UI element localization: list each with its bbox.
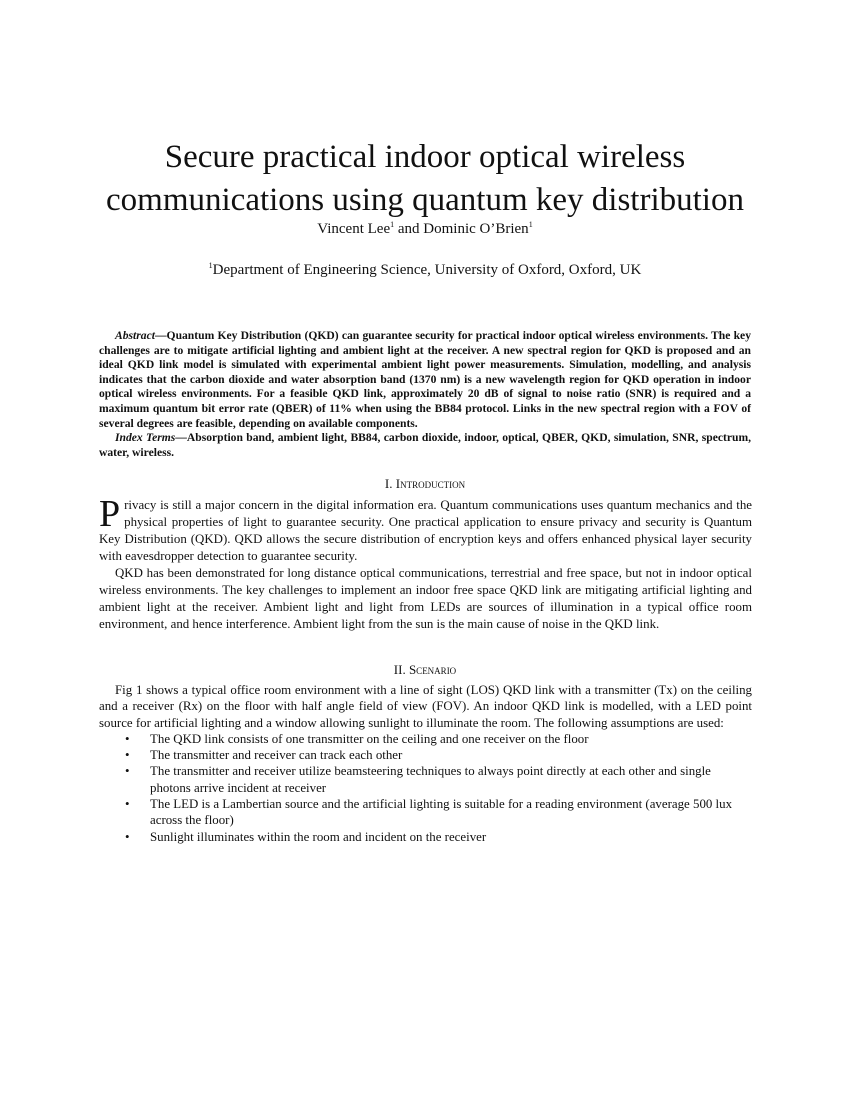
drop-cap: P — [99, 493, 121, 535]
list-item — [99, 747, 752, 763]
abstract-block — [99, 329, 751, 460]
bullet-icon: • — [125, 764, 130, 779]
author-name: Vincent Lee — [317, 221, 391, 237]
abstract-text: Quantum Key Distribution (QKD) can guarantee security for practical indoor optical wireless environments. The key challenges are to mitigate artificial lighting and ambient light at the receiver. A new spectral region for QKD is proposed and an ideal QKD link model is simulated with experimental ambient light power measurements. Simulation, modelling, and analysis indicates that the carbon dioxide and water absorption band (1370 nm) is a new wavelength region for QKD operation in indoor optical wireless environments. For a feasible QKD link, approximately 20 dB of signal to noise ratio (SNR) is required and a maximum quantum bit error rate (QBER) of 11% when using the BB84 protocol. Links in the new spectral region with a FOV of several degrees are feasible, depending on available components. — [99, 329, 751, 430]
affiliation-line — [0, 261, 850, 279]
abstract-paragraph — [99, 329, 751, 431]
introduction-paragraph — [99, 493, 752, 565]
bullet-icon: • — [125, 797, 130, 812]
list-item-text: The LED is a Lambertian source and the artificial lighting is suitable for a reading environment (average 500 lux across the floor) — [150, 797, 733, 828]
scenario-paragraph: Fig 1 shows a typical office room environment with a line of sight (LOS) QKD link with a transmitter (Tx) on the ceiling and a receiver (Rx) on the floor with half angle field of view (FOV). An indoor QKD link is modelled, with a LED point source for artificial lighting and a window allowing sunlight to illuminate the room. The following assumptions are used: — [99, 683, 752, 730]
affiliation-text: Department of Engineering Science, University of Oxford, Oxford, UK — [212, 262, 642, 278]
author-line — [0, 220, 850, 238]
paragraph-text: rivacy is still a major concern in the digital information era. Quantum communications uses quantum mechanics and the physical properties of light to guarantee security. One practical application to ensure privacy and security is Quantum Key Distribution (QKD). QKD allows the secure distribution of encryption keys and offers enhanced physical layer security with eavesdropper detection to guarantee security. — [99, 498, 752, 563]
index-terms-text: Absorption band, ambient light, BB84, carbon dioxide, indoor, optical, QBER, QKD, simulation, SNR, spectrum, water, wireless. — [99, 431, 751, 459]
bullet-icon: • — [125, 748, 130, 763]
list-item — [99, 763, 752, 796]
list-item — [99, 796, 752, 829]
abstract-dash: — — [154, 329, 167, 342]
paper-title: Secure practical indoor optical wireless communications using quantum key distribution — [106, 139, 744, 219]
list-item — [99, 829, 752, 845]
scenario-body — [99, 682, 752, 845]
author-conjunction: and — [394, 221, 424, 237]
index-terms-dash: — — [175, 431, 187, 445]
introduction-paragraph: QKD has been demonstrated for long distance optical communications, terrestrial and free space, but not in indoor optical wireless environments. The key challenges to implement an indoor free space QKD link are mitigating artificial lighting and ambient light at the receiver. Ambient light and light from LEDs are sources of illumination in a typical office room environment, and hence interference. Ambient light from the sun is the main cause of noise in the QKD link. — [99, 566, 752, 631]
list-item-text: The QKD link consists of one transmitter on the ceiling and one receiver on the floor — [150, 731, 589, 746]
list-item-text: The transmitter and receiver utilize beamsteering techniques to always point directly at each other and single photons arrive incident at receiver — [150, 764, 711, 795]
author-name: Dominic O’Brien — [423, 221, 529, 237]
list-item — [99, 731, 752, 747]
assumptions-list — [99, 731, 752, 845]
section-heading-scenario: II. Scenario — [393, 662, 457, 677]
index-terms-label: Index Terms — [115, 431, 176, 445]
list-item-text: Sunlight illuminates within the room and incident on the receiver — [150, 829, 487, 844]
abstract-label: Abstract — [115, 329, 155, 342]
bullet-icon: • — [125, 731, 130, 746]
author-affiliation-mark: 1 — [390, 220, 395, 229]
section-heading-introduction: I. Introduction — [384, 476, 466, 491]
author-affiliation-mark: 1 — [528, 220, 533, 229]
affiliation-mark: 1 — [208, 261, 213, 270]
bullet-icon: • — [125, 829, 130, 844]
introduction-body — [99, 493, 752, 633]
index-terms-paragraph — [99, 431, 751, 460]
list-item-text: The transmitter and receiver can track each other — [150, 748, 403, 763]
